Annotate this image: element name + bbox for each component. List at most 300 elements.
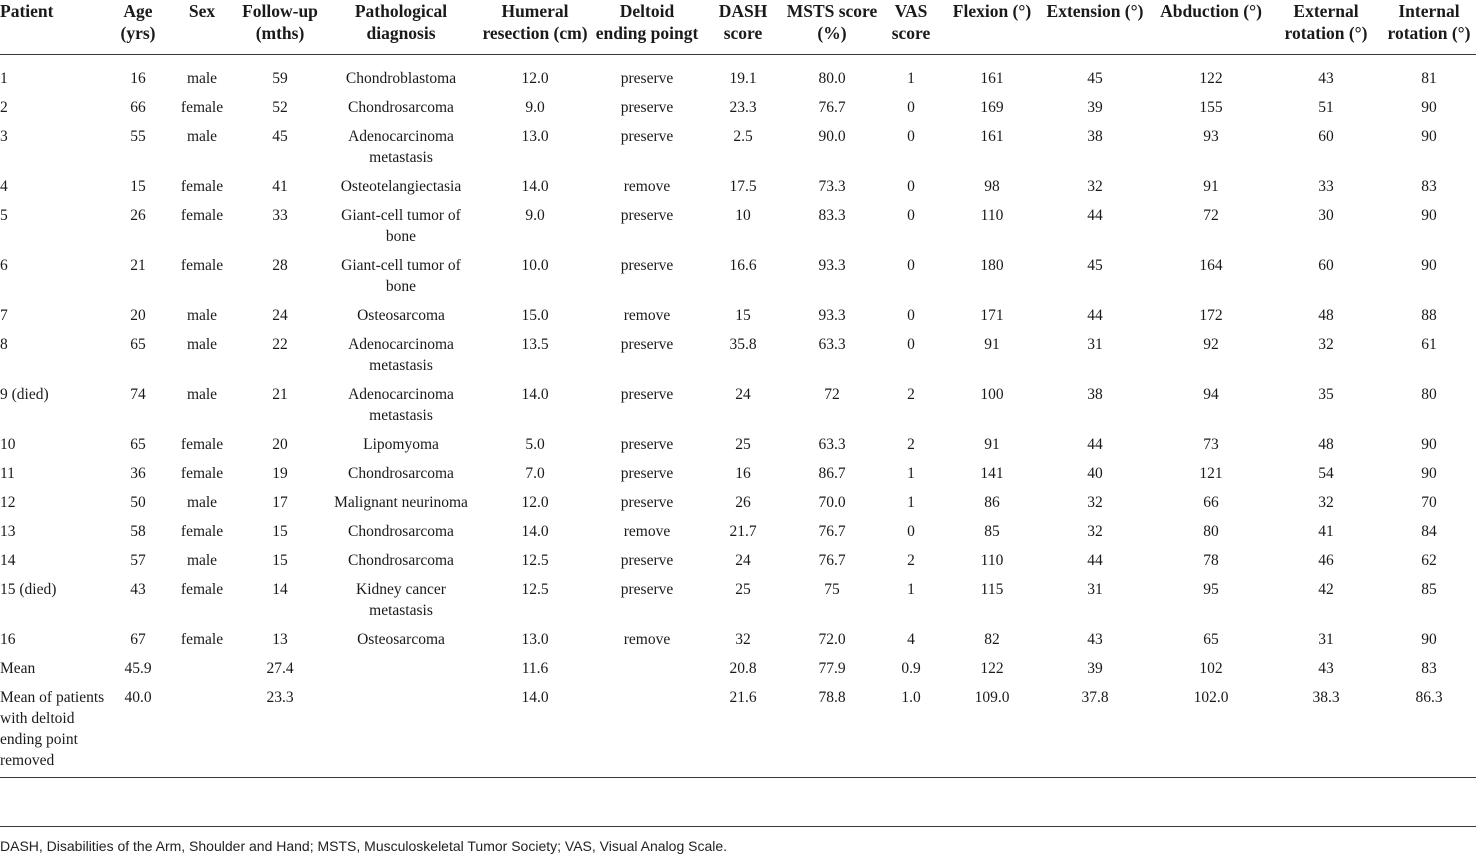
- table-cell: 1: [0, 70, 8, 87]
- table-cell: 11: [0, 465, 15, 482]
- table-cell: 1: [907, 465, 915, 482]
- table-row: [0, 384, 1476, 434]
- table-cell: 54: [1318, 465, 1334, 482]
- table-cell: 15: [272, 523, 288, 540]
- table-body: [0, 55, 1476, 778]
- table-cell: 41: [272, 178, 288, 195]
- table-cell: 31: [1087, 336, 1103, 353]
- table-cell: 14: [272, 581, 288, 598]
- table-cell: Chondrosarcoma: [348, 552, 454, 569]
- table-cell: 15 (died): [0, 581, 57, 598]
- table-cell: 109.0: [942, 687, 1042, 778]
- table-cell: 44: [1087, 552, 1103, 569]
- table-cell: [168, 658, 236, 687]
- table-cell: 33: [1318, 178, 1334, 195]
- table-cell: preserve: [620, 99, 674, 116]
- table-cell: 121: [1199, 465, 1223, 482]
- table-cell: 43: [1318, 660, 1334, 677]
- table-cell: 102: [1199, 660, 1223, 677]
- table-cell: 85: [984, 523, 1000, 540]
- table-cell: 21.7: [729, 523, 757, 540]
- table-cell: female: [180, 631, 224, 648]
- table-cell: 48: [1318, 307, 1334, 324]
- table-cell: 83.3: [818, 207, 846, 224]
- table-cell: 12.0: [521, 70, 549, 87]
- table-cell: 72: [824, 386, 840, 403]
- table-cell: 44: [1087, 307, 1103, 324]
- table-cell: 0: [907, 128, 915, 145]
- table-cell: 20.8: [729, 660, 757, 677]
- table-cell: 13: [272, 631, 288, 648]
- table-cell: 58: [130, 523, 146, 540]
- table-row: [0, 629, 1476, 658]
- table-cell: 10: [0, 436, 16, 453]
- table-cell: 21: [272, 386, 288, 403]
- table-cell: 46: [1318, 552, 1334, 569]
- column-header: DASH score: [702, 0, 784, 55]
- table-cell: 14.0: [478, 687, 592, 778]
- table-cell: 73.3: [818, 178, 846, 195]
- table-row: [0, 687, 1476, 778]
- table-cell: 40: [1087, 465, 1103, 482]
- table-cell: Kidney cancer metastasis: [356, 581, 446, 619]
- table-cell: 32: [1087, 178, 1103, 195]
- table-cell: 83: [1421, 178, 1437, 195]
- table-cell: preserve: [620, 465, 674, 482]
- table-cell: 43: [1087, 631, 1103, 648]
- table-cell: 2.5: [733, 128, 753, 145]
- table-cell: 4: [907, 631, 915, 648]
- table-cell: 38: [1087, 128, 1103, 145]
- table-cell: 0: [907, 257, 915, 274]
- table-cell: 15: [130, 178, 146, 195]
- table-cell: 67: [130, 631, 146, 648]
- table-cell: 90: [1421, 257, 1437, 274]
- table-cell: 7.0: [525, 465, 545, 482]
- table-row: [0, 463, 1476, 492]
- table-cell: 90: [1421, 436, 1437, 453]
- table-cell: 43: [1318, 70, 1334, 87]
- table-cell: 161: [980, 128, 1004, 145]
- table-cell: 32: [735, 631, 751, 648]
- table-cell: 32: [1087, 494, 1103, 511]
- table-cell: 12.5: [521, 581, 549, 598]
- table-footnote: DASH, Disabilities of the Arm, Shoulder and Hand; MSTS, Musculoskeletal Tumor Society; VAS, Visual Analog Scale.: [0, 838, 728, 854]
- table-row: [0, 658, 1476, 687]
- table-cell: 70.0: [818, 494, 846, 511]
- table-cell: 35: [1318, 386, 1334, 403]
- table-cell: male: [186, 307, 218, 324]
- column-header: VAS score: [880, 0, 942, 55]
- table-row: [0, 126, 1476, 176]
- table-cell: 80.0: [818, 70, 846, 87]
- table-cell: 76.7: [818, 552, 846, 569]
- table-cell: female: [180, 465, 224, 482]
- column-header: Age (yrs): [108, 0, 168, 55]
- table-cell: 20: [272, 436, 288, 453]
- table-cell: 2: [907, 386, 915, 403]
- table-cell: male: [186, 336, 218, 353]
- table-cell: 0: [907, 336, 915, 353]
- table-cell: female: [180, 436, 224, 453]
- table-cell: Chondroblastoma: [345, 70, 457, 87]
- table-cell: 86: [984, 494, 1000, 511]
- table-cell: 61: [1421, 336, 1437, 353]
- table-cell: female: [180, 257, 224, 274]
- column-header: Humeral resection (cm): [478, 0, 592, 55]
- table-cell: Lipomyoma: [363, 436, 439, 453]
- table-cell: 2: [907, 436, 915, 453]
- table-cell: 72: [1203, 207, 1219, 224]
- table-cell: 45.9: [124, 660, 152, 677]
- table-cell: 16: [0, 631, 16, 648]
- table-cell: remove: [623, 523, 671, 540]
- table-cell: male: [186, 70, 218, 87]
- table-cell: 51: [1318, 99, 1334, 116]
- column-header: Pathological diagnosis: [324, 0, 478, 55]
- table-cell: 72.0: [818, 631, 846, 648]
- table-cell: 82: [984, 631, 1000, 648]
- table-cell: 16.6: [729, 257, 757, 274]
- table-cell: 65: [1203, 631, 1219, 648]
- table-cell: 60: [1318, 257, 1334, 274]
- table-cell: 155: [1199, 99, 1223, 116]
- table-cell: preserve: [620, 128, 674, 145]
- table-cell: 0.9: [901, 660, 921, 677]
- table-row: [0, 550, 1476, 579]
- table-cell: 13: [0, 523, 16, 540]
- table-cell: 83: [1421, 660, 1437, 677]
- table-cell: female: [180, 581, 224, 598]
- table-cell: remove: [623, 178, 671, 195]
- table-cell: 50: [130, 494, 146, 511]
- table-cell: 41: [1318, 523, 1334, 540]
- table-cell: preserve: [620, 386, 674, 403]
- table-cell: 76.7: [818, 523, 846, 540]
- table-cell: 36: [130, 465, 146, 482]
- table-row: [0, 434, 1476, 463]
- table-cell: 172: [1199, 307, 1223, 324]
- table-cell: 0: [907, 99, 915, 116]
- table-cell: 24: [735, 552, 751, 569]
- table-cell: Adenocarcinoma metastasis: [348, 336, 454, 374]
- table-cell: male: [186, 386, 218, 403]
- table-cell: 115: [980, 581, 1004, 598]
- table-cell: 80: [1421, 386, 1437, 403]
- table-cell: 63.3: [818, 336, 846, 353]
- table-cell: 15: [735, 307, 751, 324]
- table-cell: 66: [1203, 494, 1219, 511]
- table-cell: 38: [1087, 386, 1103, 403]
- table-cell: 164: [1199, 257, 1223, 274]
- table-cell: 77.9: [818, 660, 846, 677]
- table-cell: 70: [1421, 494, 1437, 511]
- table-cell: 35.8: [729, 336, 757, 353]
- table-cell: 12.0: [521, 494, 549, 511]
- table-cell: 78.8: [784, 687, 880, 778]
- table-cell: 74: [130, 386, 146, 403]
- table-cell: 33: [272, 207, 288, 224]
- table-cell: 80: [1203, 523, 1219, 540]
- column-header: Patient: [0, 0, 108, 55]
- table-cell: preserve: [620, 70, 674, 87]
- column-header: Internal rotation (°): [1378, 0, 1476, 55]
- column-header: Extension (°): [1042, 0, 1148, 55]
- table-cell: 94: [1203, 386, 1219, 403]
- table-cell: 85: [1421, 581, 1437, 598]
- table-cell: 19: [272, 465, 288, 482]
- table-cell: 13.0: [521, 128, 549, 145]
- table-cell: 169: [980, 99, 1004, 116]
- table-cell: 9.0: [525, 207, 545, 224]
- table-cell: 90: [1421, 128, 1437, 145]
- table-cell: male: [186, 494, 218, 511]
- table-cell: 12: [0, 494, 16, 511]
- table-cell: 22: [272, 336, 288, 353]
- table-cell: Adenocarcinoma metastasis: [348, 128, 454, 166]
- table-cell: 23.3: [729, 99, 757, 116]
- column-header: Follow-up (mths): [236, 0, 324, 55]
- table-cell: 180: [980, 257, 1004, 274]
- table-cell: preserve: [620, 207, 674, 224]
- table-cell: Chondrosarcoma: [348, 523, 454, 540]
- table-cell: 14.0: [521, 178, 549, 195]
- table-cell: 7: [0, 307, 8, 324]
- column-header: Sex: [168, 0, 236, 55]
- table-cell: 12.5: [521, 552, 549, 569]
- table-cell: 37.8: [1042, 687, 1148, 778]
- table-cell: 11.6: [521, 660, 549, 677]
- table-cell: [592, 687, 702, 778]
- table-cell: remove: [623, 631, 671, 648]
- table-cell: 25: [735, 436, 751, 453]
- table-cell: [324, 687, 478, 778]
- table-cell: female: [180, 99, 224, 116]
- table-cell: 84: [1421, 523, 1437, 540]
- table-cell: [168, 687, 236, 778]
- table-cell: 1: [907, 494, 915, 511]
- table-row: [0, 55, 1476, 98]
- table-cell: 55: [130, 128, 146, 145]
- table-cell: 0: [907, 178, 915, 195]
- table-cell: preserve: [620, 436, 674, 453]
- table-row: [0, 521, 1476, 550]
- table-cell: 23.3: [236, 687, 324, 778]
- table-cell: Adenocarcinoma metastasis: [348, 386, 454, 424]
- table-cell: male: [186, 128, 218, 145]
- table-cell: 86.3: [1378, 687, 1476, 778]
- table-row: [0, 334, 1476, 384]
- table-cell: 92: [1203, 336, 1219, 353]
- table-cell: 15.0: [521, 307, 549, 324]
- table-cell: 9 (died): [0, 386, 49, 403]
- table-cell: 10: [735, 207, 751, 224]
- table-cell: 90: [1421, 207, 1437, 224]
- table-cell: 38.3: [1274, 687, 1378, 778]
- table-row: [0, 305, 1476, 334]
- table-cell: 91: [1203, 178, 1219, 195]
- table-cell: preserve: [620, 552, 674, 569]
- table-cell: 44: [1087, 207, 1103, 224]
- table-row: [0, 492, 1476, 521]
- table-cell: 45: [1087, 70, 1103, 87]
- table-cell: 100: [980, 386, 1004, 403]
- table-cell: 73: [1203, 436, 1219, 453]
- column-header: Abduction (°): [1148, 0, 1274, 55]
- table-cell: 1.0: [880, 687, 942, 778]
- table-cell: 44: [1087, 436, 1103, 453]
- table-cell: 110: [980, 207, 1004, 224]
- table-cell: 26: [735, 494, 751, 511]
- table-row: [0, 579, 1476, 629]
- table-cell: 9.0: [525, 99, 545, 116]
- table-cell: 31: [1087, 581, 1103, 598]
- table-cell: Osteosarcoma: [357, 307, 445, 324]
- table-cell: 14.0: [521, 523, 549, 540]
- table-cell: 30: [1318, 207, 1334, 224]
- column-header: MSTS score (%): [784, 0, 880, 55]
- table-row: [0, 176, 1476, 205]
- table-header: [0, 0, 1476, 55]
- table-cell: 1: [907, 581, 915, 598]
- table-cell: Osteosarcoma: [357, 631, 445, 648]
- table-cell: 65: [130, 436, 146, 453]
- table-cell: 42: [1318, 581, 1334, 598]
- table-cell: 171: [980, 307, 1004, 324]
- table-cell: 1: [907, 70, 915, 87]
- table-cell: 3: [0, 128, 8, 145]
- table-cell: 93: [1203, 128, 1219, 145]
- table-cell: Malignant neurinoma: [334, 494, 468, 511]
- table-cell: 45: [1087, 257, 1103, 274]
- table-row: [0, 205, 1476, 255]
- table-cell: 62: [1421, 552, 1437, 569]
- table-cell: 32: [1318, 336, 1334, 353]
- table-cell: 31: [1318, 631, 1334, 648]
- table-cell: 60: [1318, 128, 1334, 145]
- table-cell: 32: [1087, 523, 1103, 540]
- table-cell: 27.4: [266, 660, 294, 677]
- table-cell: 93.3: [818, 257, 846, 274]
- table-cell: 90: [1421, 99, 1437, 116]
- table-cell: 52: [272, 99, 288, 116]
- table-cell: female: [180, 523, 224, 540]
- table-cell: 21: [130, 257, 146, 274]
- table-cell: remove: [623, 307, 671, 324]
- table-cell: preserve: [620, 336, 674, 353]
- table-row: [0, 255, 1476, 305]
- table-cell: 40.0: [108, 687, 168, 778]
- table-cell: Osteotelangiectasia: [340, 178, 462, 195]
- table-cell: 81: [1421, 70, 1437, 87]
- table-cell: 141: [980, 465, 1004, 482]
- table-cell: 86.7: [818, 465, 846, 482]
- table-cell: 90.0: [818, 128, 846, 145]
- table-cell: 8: [0, 336, 8, 353]
- table-cell: 5.0: [525, 436, 545, 453]
- table-cell: 24: [735, 386, 751, 403]
- table-cell: 76.7: [818, 99, 846, 116]
- table-cell: 43: [130, 581, 146, 598]
- table-cell: Chondrosarcoma: [348, 465, 454, 482]
- table-cell: 45: [272, 128, 288, 145]
- table-cell: 39: [1087, 99, 1103, 116]
- table-cell: 90: [1421, 631, 1437, 648]
- table-cell: 5: [0, 207, 8, 224]
- table-cell: 161: [980, 70, 1004, 87]
- table-cell: 95: [1203, 581, 1219, 598]
- table-cell: 0: [907, 523, 915, 540]
- table-cell: 93.3: [818, 307, 846, 324]
- table-cell: 21.6: [702, 687, 784, 778]
- table-cell: 13.5: [521, 336, 549, 353]
- table-cell: 0: [907, 307, 915, 324]
- table-cell: 102.0: [1148, 687, 1274, 778]
- table-cell: 4: [0, 178, 8, 195]
- table-cell: 65: [130, 336, 146, 353]
- table-cell: female: [180, 207, 224, 224]
- table-cell: 90: [1421, 465, 1437, 482]
- table-cell: 24: [272, 307, 288, 324]
- table-cell: 39: [1087, 660, 1103, 677]
- table-cell: 66: [130, 99, 146, 116]
- table-cell: 110: [980, 552, 1004, 569]
- table-cell: 2: [907, 552, 915, 569]
- table-cell: 2: [0, 99, 8, 116]
- table-cell: Giant-cell tumor of bone: [341, 207, 461, 245]
- table-cell: 16: [130, 70, 146, 87]
- table-cell: 28: [272, 257, 288, 274]
- table-cell: 26: [130, 207, 146, 224]
- table-cell: [592, 658, 702, 687]
- table-cell: 48: [1318, 436, 1334, 453]
- table-cell: 32: [1318, 494, 1334, 511]
- table-cell: 6: [0, 257, 8, 274]
- table-cell: 75: [824, 581, 840, 598]
- table-cell: 59: [272, 70, 288, 87]
- table-cell: 122: [980, 660, 1004, 677]
- table-cell: Mean of patients with deltoid ending point removed: [0, 687, 108, 778]
- table-cell: 19.1: [729, 70, 757, 87]
- table-cell: 10.0: [521, 257, 549, 274]
- table-cell: 122: [1199, 70, 1223, 87]
- table-cell: 17: [272, 494, 288, 511]
- table-cell: 88: [1421, 307, 1437, 324]
- table-cell: 25: [735, 581, 751, 598]
- table-cell: 13.0: [521, 631, 549, 648]
- table-cell: 20: [130, 307, 146, 324]
- table-cell: 14.0: [521, 386, 549, 403]
- table-cell: 57: [130, 552, 146, 569]
- table-cell: 0: [907, 207, 915, 224]
- column-header: Deltoid ending poingt: [592, 0, 702, 55]
- table-cell: 17.5: [729, 178, 757, 195]
- header-row: [0, 0, 1476, 55]
- table-cell: 91: [984, 436, 1000, 453]
- table-row: [0, 97, 1476, 126]
- table-cell: preserve: [620, 494, 674, 511]
- table-cell: 63.3: [818, 436, 846, 453]
- table-cell: male: [186, 552, 218, 569]
- table-cell: 14: [0, 552, 16, 569]
- table-cell: Chondrosarcoma: [348, 99, 454, 116]
- table-cell: Giant-cell tumor of bone: [341, 257, 461, 295]
- table-cell: 16: [735, 465, 751, 482]
- table-cell: 91: [984, 336, 1000, 353]
- table-cell: preserve: [620, 581, 674, 598]
- table-cell: preserve: [620, 257, 674, 274]
- footnote-divider: [0, 826, 1476, 827]
